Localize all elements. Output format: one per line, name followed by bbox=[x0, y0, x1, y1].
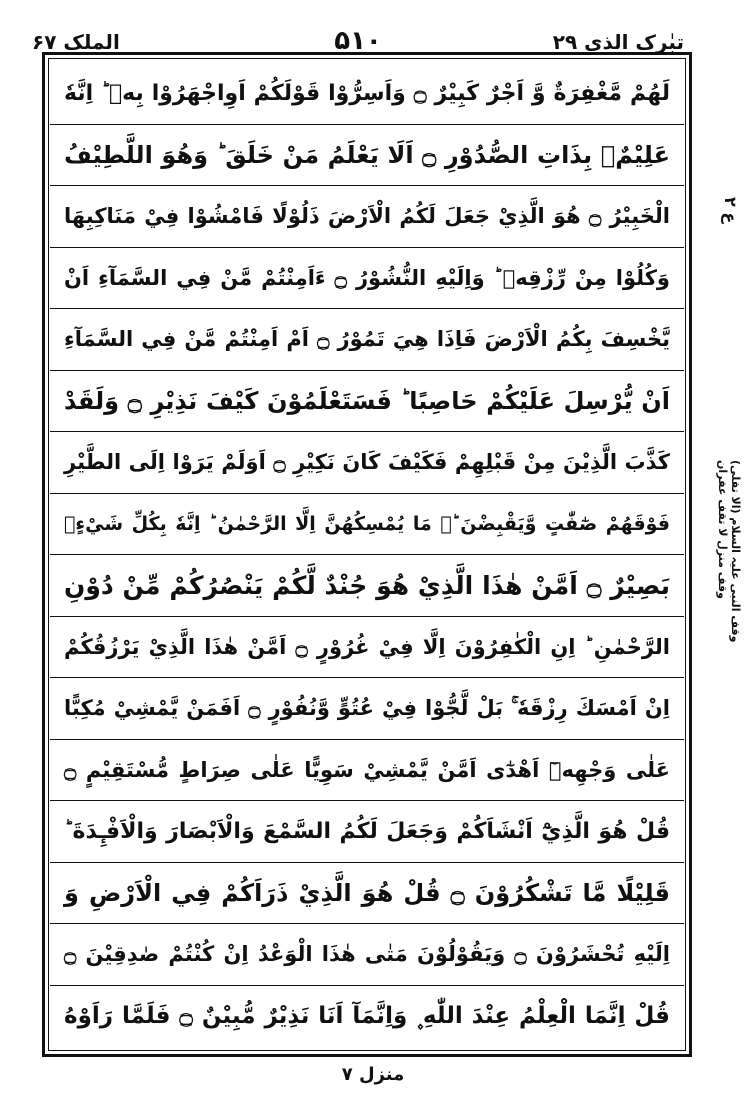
text-block bbox=[50, 63, 684, 1047]
line-15-text: اِلَيْهِ تُحْشَرُوْنَ ۝ وَيَقُوْلُوْنَ مَتٰى هٰذَا الْوَعْدُ اِنْ كُنْتُمْ صٰدِقِيْنَ ۝ bbox=[64, 942, 670, 967]
margin-note: وقف النبی علیہ السلام (الا تفلی) وقف منزل لا تقف عفران bbox=[716, 460, 742, 643]
line-11-text: اِنْ اَمْسَكَ رِزْقَهٗ ۚ بَلْ لَّجُّوْا فِيْ عُتُوٍّ وَّنُفُوْرٍ ۝ اَفَمَنْ يَّمْشِيْ مُكِبًّا bbox=[64, 695, 670, 720]
text-line-13 bbox=[50, 801, 684, 863]
line-14-text: قَلِيْلًا مَّا تَشْكُرُوْنَ ۝ قُلْ هُوَ الَّذِيْ ذَرَاَكُمْ فِي الْاَرْضِ وَ bbox=[64, 878, 670, 907]
page-number: ۵۱۰ bbox=[334, 26, 382, 56]
line-3-text: الْخَبِيْرُ ۝ هُوَ الَّذِيْ جَعَلَ لَكُمُ الْاَرْضَ ذَلُوْلًا فَامْشُوْا فِيْ مَنَاكِبِهَا bbox=[64, 204, 670, 229]
line-6-text: اَنْ يُّرْسِلَ عَلَيْكُمْ حَاصِبًا ؕ فَسَتَعْلَمُوْنَ كَيْفَ نَذِيْرِ ۝ وَلَقَدْ bbox=[64, 386, 670, 415]
line-8-text: فَوْقَهُمْ صٰٓفّٰتٍ وَّيَقْبِضْنَ ؕۘ مَا يُمْسِكُهُنَّ اِلَّا الرَّحْمٰنُ ؕ اِنَّهٗ بِكُلِّ شَيْءٍۢ bbox=[64, 512, 670, 535]
text-line-8 bbox=[50, 494, 684, 556]
text-line-15 bbox=[50, 924, 684, 986]
text-line-10 bbox=[50, 617, 684, 679]
line-7-text: كَذَّبَ الَّذِيْنَ مِنْ قَبْلِهِمْ فَكَيْفَ كَانَ نَكِيْرِ ۝ اَوَلَمْ يَرَوْا اِلَى الطَّيْرِ bbox=[64, 450, 670, 475]
text-line-7 bbox=[50, 432, 684, 494]
text-line-11 bbox=[50, 678, 684, 740]
line-16-text: قُلْ اِنَّمَا الْعِلْمُ عِنْدَ اللّٰهِ ۪ وَاِنَّمَآ اَنَا نَذِيْرٌ مُّبِيْنٌ ۝ فَلَمَّا رَاَوْهُ bbox=[64, 1003, 670, 1030]
line-4-text: وَكُلُوْا مِنْ رِّزْقِهٖ ؕ وَاِلَيْهِ النُّشُوْرُ ۝ ءَاَمِنْتُمْ مَّنْ فِي السَّمَآءِ اَنْ bbox=[64, 265, 670, 290]
text-line-3 bbox=[50, 186, 684, 248]
line-13-text: قُلْ هُوَ الَّذِيْٓ اَنْشَاَكُمْ وَجَعَلَ لَكُمُ السَّمْعَ وَالْاَبْصَارَ وَالْاَفْـِٕدَةَ ؕ bbox=[64, 818, 670, 844]
line-12-text: عَلٰى وَجْهِهٖٓ اَهْدٰٓى اَمَّنْ يَّمْشِيْ سَوِيًّا عَلٰى صِرَاطٍ مُّسْتَقِيْمٍ ۝ bbox=[64, 757, 670, 782]
surah-name: الملک ۶۷ bbox=[32, 30, 120, 54]
text-line-2 bbox=[50, 125, 684, 187]
text-line-16 bbox=[50, 986, 684, 1048]
text-line-6 bbox=[50, 371, 684, 433]
line-5-text: يَّخْسِفَ بِكُمُ الْاَرْضَ فَاِذَا هِيَ تَمُوْرُ ۝ اَمْ اَمِنْتُمْ مَّنْ فِي السَّمَآءِ bbox=[64, 327, 670, 352]
manzil-footer: منزل ۷ bbox=[341, 1064, 405, 1085]
line-9-text: بَصِيْرٌ ۝ اَمَّنْ هٰذَا الَّذِيْ هُوَ جُنْدٌ لَّكُمْ يَنْصُرُكُمْ مِّنْ دُوْنِ bbox=[64, 570, 670, 600]
para-name: تبٰرک الذی ۲۹ bbox=[552, 30, 684, 54]
text-line-4 bbox=[50, 248, 684, 310]
ruku-marker: ع ۲ bbox=[721, 196, 740, 224]
text-line-12 bbox=[50, 740, 684, 802]
line-10-text: الرَّحْمٰنِ ؕ اِنِ الْكٰفِرُوْنَ اِلَّا فِيْ غُرُوْرٍ ۝ اَمَّنْ هٰذَا الَّذِيْ يَرْزُقُكُمْ bbox=[64, 634, 670, 659]
text-line-14 bbox=[50, 863, 684, 925]
text-line-1 bbox=[50, 63, 684, 125]
text-line-5 bbox=[50, 309, 684, 371]
text-line-9 bbox=[50, 555, 684, 617]
line-2-text: عَلِيْمٌۢ بِذَاتِ الصُّدُوْرِ ۝ اَلَا يَعْلَمُ مَنْ خَلَقَ ؕ وَهُوَ اللَّطِيْفُ bbox=[64, 140, 670, 169]
line-1-text: لَهُمْ مَّغْفِرَةٌ وَّ اَجْرٌ كَبِيْرٌ ۝ وَاَسِرُّوْا قَوْلَكُمْ اَوِاجْهَرُوْا بِهٖ ؕ اِنَّهٗ bbox=[64, 80, 671, 106]
